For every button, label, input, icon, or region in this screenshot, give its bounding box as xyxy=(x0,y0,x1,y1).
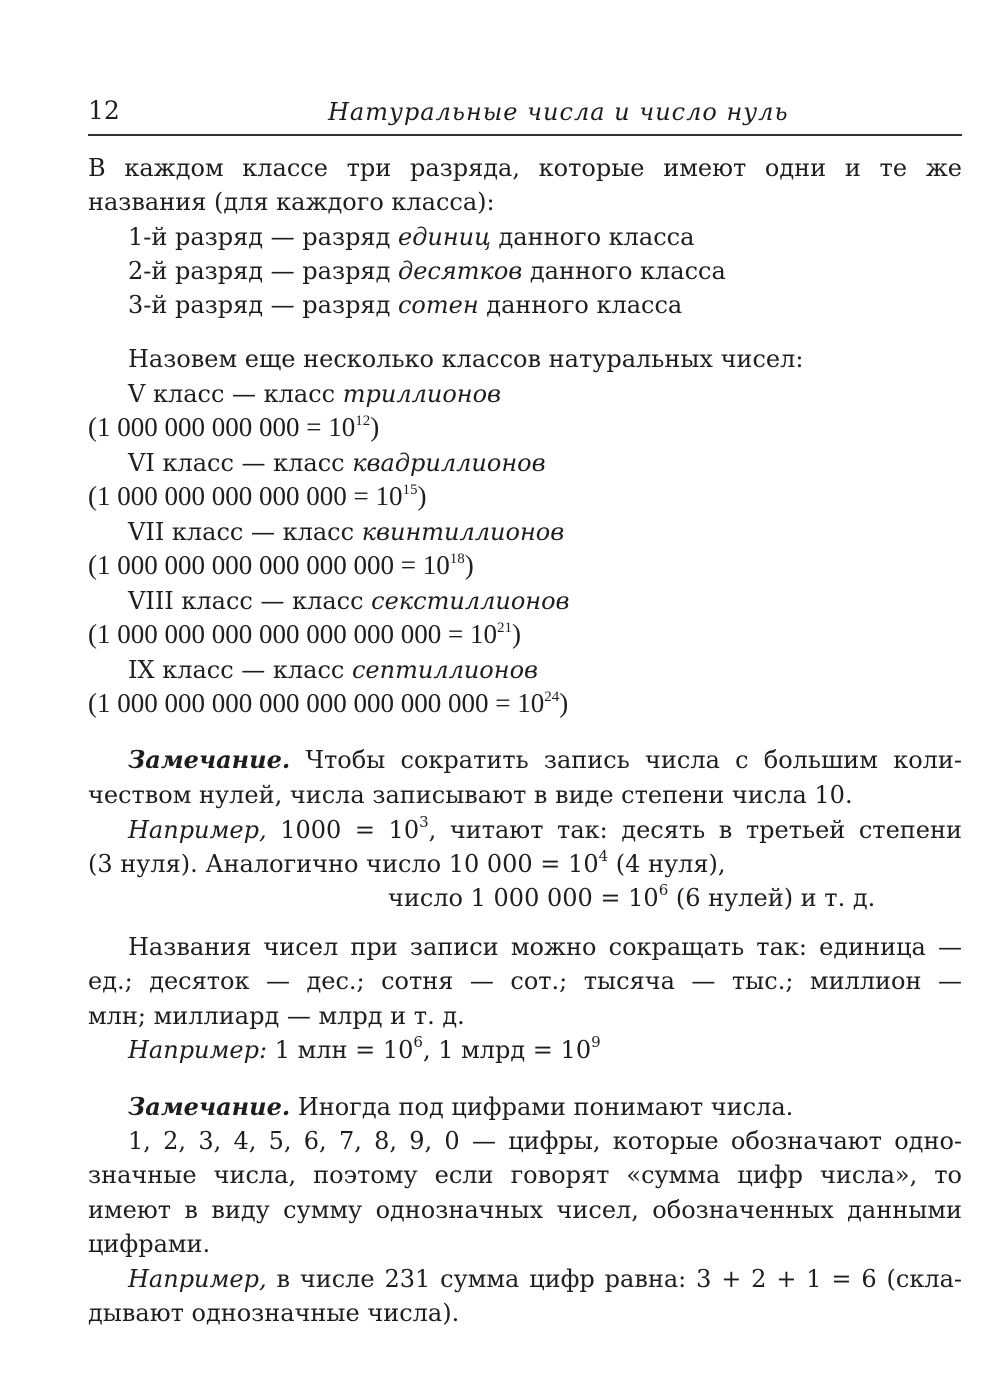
note-2-example-label: Например, xyxy=(128,1265,267,1293)
abbr-line-2: ед.; десяток — дес.; сотня — сот.; тысяча — тыс.; миллион — xyxy=(88,967,962,995)
note-1-title: Замечание. xyxy=(128,745,291,774)
class-5-number xyxy=(88,412,379,442)
class-5-title xyxy=(128,379,501,409)
note-2-line-4: имеют в виду сумму однозначных чисел, обозначенных данными xyxy=(88,1196,962,1224)
class-close-paren: ) xyxy=(464,550,474,580)
note-1-example-label: Например, xyxy=(128,816,267,844)
note-1-line-4-exp: 4 xyxy=(598,847,609,865)
class-exponent: 18 xyxy=(449,551,465,567)
class-name: секстиллионов xyxy=(371,587,570,615)
class-6-number xyxy=(88,481,426,511)
note-1-line-4-a: (3 нуля). Аналогично число 10 000 = 10 xyxy=(88,850,599,878)
class-6-title xyxy=(128,448,546,478)
class-close-paren: ) xyxy=(370,412,380,442)
rank-1-text: 1-й разряд — разряд xyxy=(128,223,398,251)
note-2-line-3: значные числа, поэтому если говорят «сумма цифр числа», то xyxy=(88,1161,962,1189)
rank-1-line xyxy=(128,222,694,252)
class-exponent: 12 xyxy=(355,413,371,429)
abbr-line-1: Названия чисел при записи можно сокращать так: единица — xyxy=(128,933,962,961)
note-1-example-a: 1000 = 10 xyxy=(266,816,420,844)
note-2-example-line xyxy=(128,1264,962,1294)
note-2-line-1 xyxy=(128,1092,793,1122)
note-2-text: Иногда под цифрами понимают числа. xyxy=(290,1093,794,1121)
class-number: (1 000 000 000 000 000 = 10 xyxy=(88,481,403,511)
abbr-line-3: млн; миллиард — млрд и т. д. xyxy=(88,1002,465,1030)
abbr-example-a-exp: 6 xyxy=(413,1033,423,1051)
note-1-line-5 xyxy=(388,883,875,913)
class-close-paren: ) xyxy=(511,619,521,649)
class-exponent: 21 xyxy=(496,620,512,636)
class-name: квадриллионов xyxy=(352,449,546,477)
note-1-text: Чтобы сократить запись числа с большим коли- xyxy=(290,746,962,774)
class-number: (1 000 000 000 000 000 000 = 10 xyxy=(88,550,450,580)
note-1-example-b: , читают так: десять в третьей степени xyxy=(428,816,962,844)
rank-3-line xyxy=(128,290,682,320)
class-label: VI класс — класс xyxy=(128,449,353,477)
rank-1-suffix: данного класса xyxy=(490,223,695,251)
class-close-paren: ) xyxy=(559,688,569,718)
rank-3-text: 3-й разряд — разряд xyxy=(128,291,398,319)
note-1-line-4 xyxy=(88,849,726,879)
note-1-example-a-exp: 3 xyxy=(419,813,429,831)
abbr-example-b-exp: 9 xyxy=(591,1033,601,1051)
class-label: VII класс — класс xyxy=(128,518,362,546)
header-rule xyxy=(88,134,962,136)
rank-2-suffix: данного класса xyxy=(522,257,726,285)
note-2-title: Замечание. xyxy=(128,1092,291,1121)
rank-3-term: сотен xyxy=(397,291,479,319)
abbr-example-b: , 1 млрд = 10 xyxy=(422,1036,592,1064)
abbr-example-label: Например: xyxy=(128,1036,268,1064)
class-8-number xyxy=(88,619,521,649)
class-label: V класс — класс xyxy=(128,380,343,408)
class-number: (1 000 000 000 000 000 000 000 = 10 xyxy=(88,619,497,649)
class-label: VIII класс — класс xyxy=(128,587,372,615)
class-name: триллионов xyxy=(342,380,502,408)
class-number: (1 000 000 000 000 = 10 xyxy=(88,412,356,442)
note-1-line-5-b: (6 нулей) и т. д. xyxy=(668,884,876,912)
abbr-example-line xyxy=(128,1035,601,1065)
class-name: квинтиллионов xyxy=(361,518,565,546)
note-1-example-line xyxy=(128,815,962,845)
rank-2-term: десятков xyxy=(397,257,523,285)
note-1-line-2: чеством нулей, числа записывают в виде степени числа 10. xyxy=(88,781,853,809)
class-name: септиллионов xyxy=(351,656,538,684)
note-1-line-5-exp: 6 xyxy=(658,881,669,899)
page-header xyxy=(88,96,962,136)
class-label: IX класс — класс xyxy=(128,656,352,684)
rank-3-suffix: данного класса xyxy=(478,291,683,319)
class-9-title xyxy=(128,655,538,685)
rank-1-term: единиц xyxy=(397,223,491,251)
rank-2-line xyxy=(128,256,726,286)
class-9-number xyxy=(88,688,568,718)
note-2-line-5: цифрами. xyxy=(88,1230,211,1258)
abbr-example-a: 1 млн = 10 xyxy=(267,1036,414,1064)
class-close-paren: ) xyxy=(417,481,427,511)
class-exponent: 15 xyxy=(402,482,418,498)
classes-intro: Назовем еще несколько классов натуральных чисел: xyxy=(128,345,804,373)
note-2-line-7: дывают однозначные числа). xyxy=(88,1299,460,1327)
note-2-line-2: 1, 2, 3, 4, 5, 6, 7, 8, 9, 0 — цифры, которые обозначают одно- xyxy=(128,1127,962,1155)
note-1-line-1 xyxy=(128,745,962,775)
page-number: 12 xyxy=(88,96,120,125)
class-exponent: 24 xyxy=(544,689,560,705)
note-1-line-5-a: число 1 000 000 = 10 xyxy=(388,884,659,912)
class-8-title xyxy=(128,586,570,616)
running-title: Натуральные числа и число нуль xyxy=(328,98,789,126)
rank-2-text: 2-й разряд — разряд xyxy=(128,257,398,285)
note-1-line-4-b: (4 нуля), xyxy=(608,850,726,878)
note-2-example-text: в числе 231 сумма цифр равна: 3 + 2 + 1 = 6 (скла- xyxy=(266,1265,962,1293)
class-number: (1 000 000 000 000 000 000 000 000 = 10 xyxy=(88,688,545,718)
class-7-title xyxy=(128,517,564,547)
ranks-intro-line-1: В каждом классе три разряда, которые имеют одни и те же xyxy=(88,154,962,182)
ranks-intro-line-2: названия (для каждого класса): xyxy=(88,188,495,216)
class-7-number xyxy=(88,550,474,580)
